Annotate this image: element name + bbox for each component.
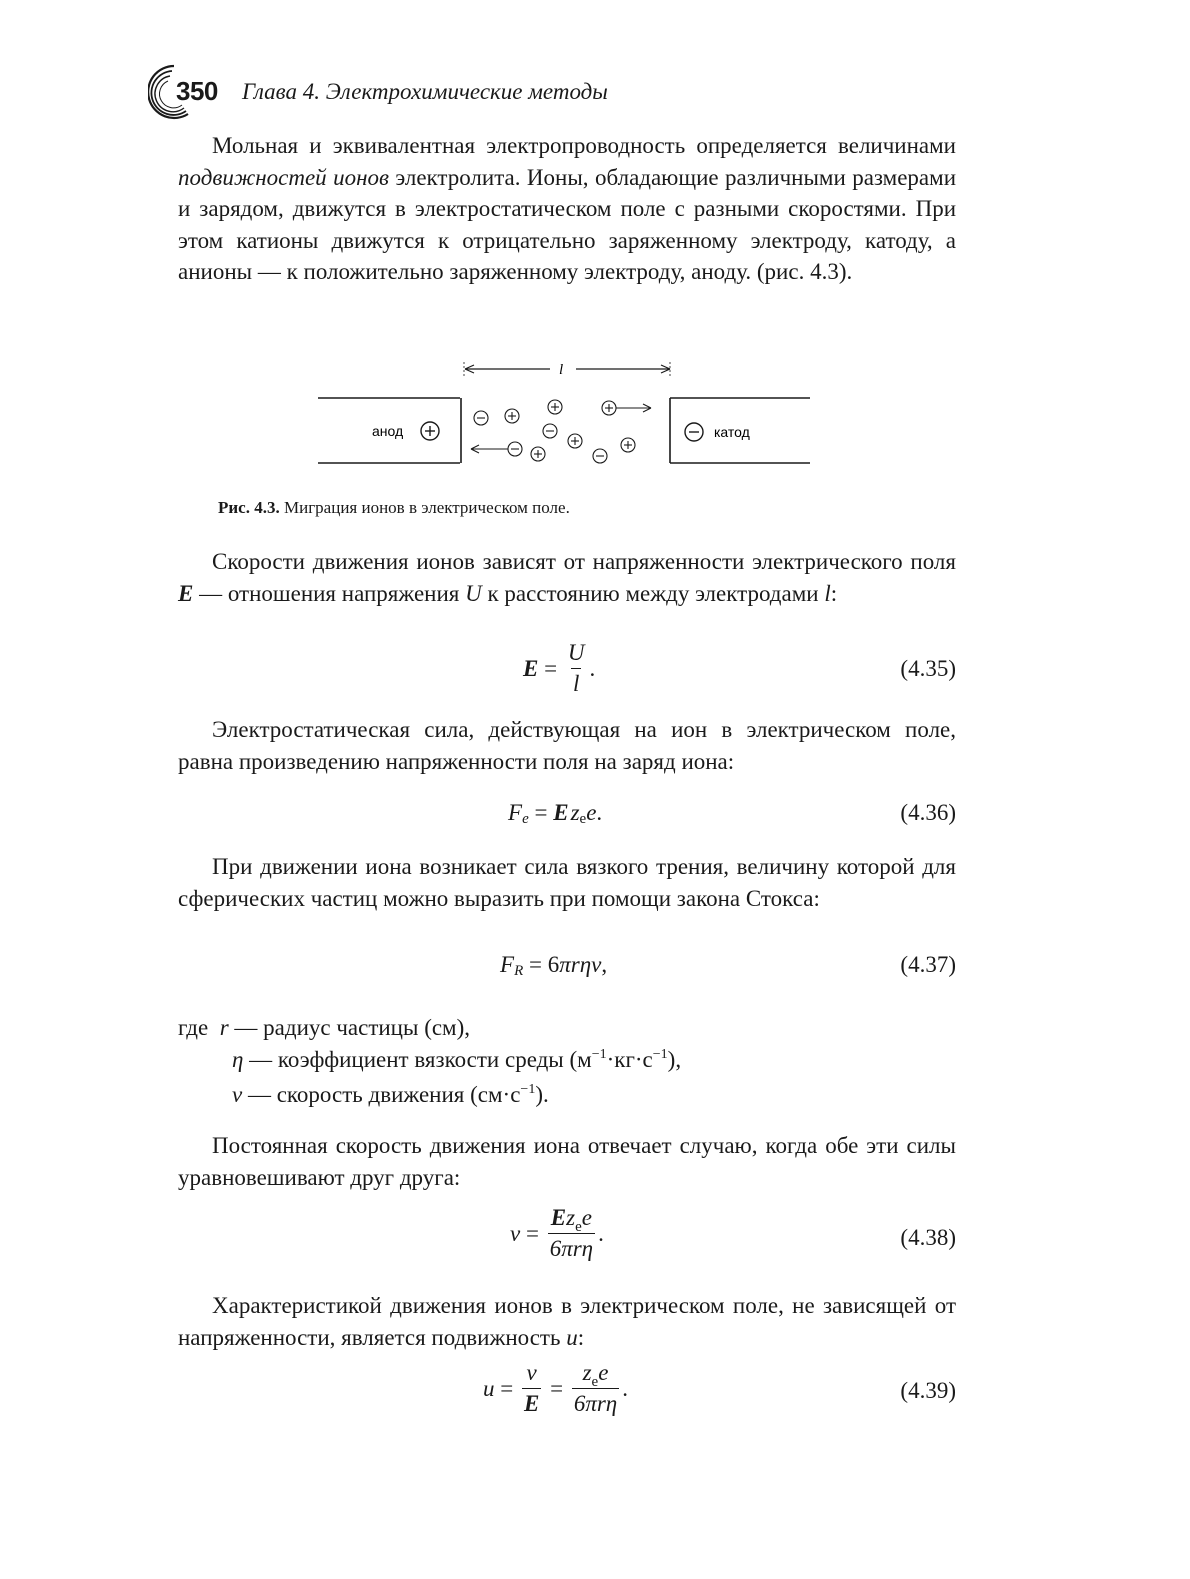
ion-migration-figure — [318, 356, 818, 476]
equation-4-35: E = $\frac{U}{l}$ . (4.35) — [523, 640, 956, 696]
equation-number: (4.36) — [900, 800, 956, 825]
figure-caption — [218, 498, 570, 518]
figure-caption-label: Рис. 4.3. — [218, 498, 280, 517]
cathode-label: катод — [714, 424, 750, 440]
paragraph-3: Электростатическая сила, действующая на ион в электрическом поле, равна произведению напряженности поля на заряд иона: — [178, 717, 956, 774]
equation-number: (4.38) — [900, 1225, 956, 1250]
ions-group — [471, 400, 651, 463]
legend-row-r: где r — радиус частицы (см), — [178, 1015, 471, 1040]
paragraph-4: При движении иона возникает сила вязкого трения, величину которой для сферических частиц можно выразить при помощи закона Стокса: — [178, 854, 956, 911]
legend-row-v: v — скорость движения $(см\cdot с^{-1})$. — [232, 1082, 549, 1107]
equation-4-39: u = $\frac{v}{E}$ = $\frac{z_ee}{\text{6πrη}}$ . (4.39) — [483, 1360, 956, 1416]
paragraph-1: Мольная и эквивалентная электропроводность определяется величинами подвижностей ионов электролита. Ионы, обладающие различными размерами и зарядом, движутся в электростатическом поле с разными скоростями. При этом катионы движутся к отрицательно заряженному электроду, катоду, а анионы — к положительно заряженному электроду, аноду. (рис. 4.3). — [178, 133, 957, 284]
paragraph-6: Характеристикой движения ионов в электрическом поле, не зависящей от напряженности, является подвижность u: — [178, 1293, 956, 1350]
equation-4-37: F R = 6 πrηv , (4.37) — [500, 952, 956, 979]
running-title: Глава 4. Электрохимические методы — [242, 79, 608, 104]
legend-row-eta: η — коэффициент вязкости среды $(м^{-1}\cdot кг\cdot с^{-1})$, — [232, 1046, 682, 1072]
anode-label: анод — [372, 423, 404, 439]
emphasis-ion-mobility: подвижностей ионов — [178, 164, 389, 190]
figure-caption-text: Миграция ионов в электрическом поле. — [283, 498, 570, 517]
page-header — [148, 60, 848, 120]
equation-number: (4.39) — [900, 1378, 956, 1403]
page-number: 350 — [176, 76, 218, 106]
symbol-legend — [178, 1012, 681, 1115]
equation-number: (4.35) — [900, 656, 956, 681]
equation-4-38: v = $\frac{Ez_ee}{\text{6πrη}}$ . (4.38) — [510, 1205, 956, 1261]
equation-number: (4.37) — [900, 952, 956, 977]
paragraph-5: Постоянная скорость движения иона отвечает случаю, когда обе эти силы уравновешивают друг друга: — [178, 1133, 956, 1190]
distance-label: l — [559, 362, 564, 378]
equation-4-36: F e = E z e e . (4.36) — [508, 800, 956, 827]
paragraph-2: Скорости движения ионов зависят от напряженности электрического поля E — отношения напряжения U к расстоянию между электродами l: — [178, 549, 956, 606]
